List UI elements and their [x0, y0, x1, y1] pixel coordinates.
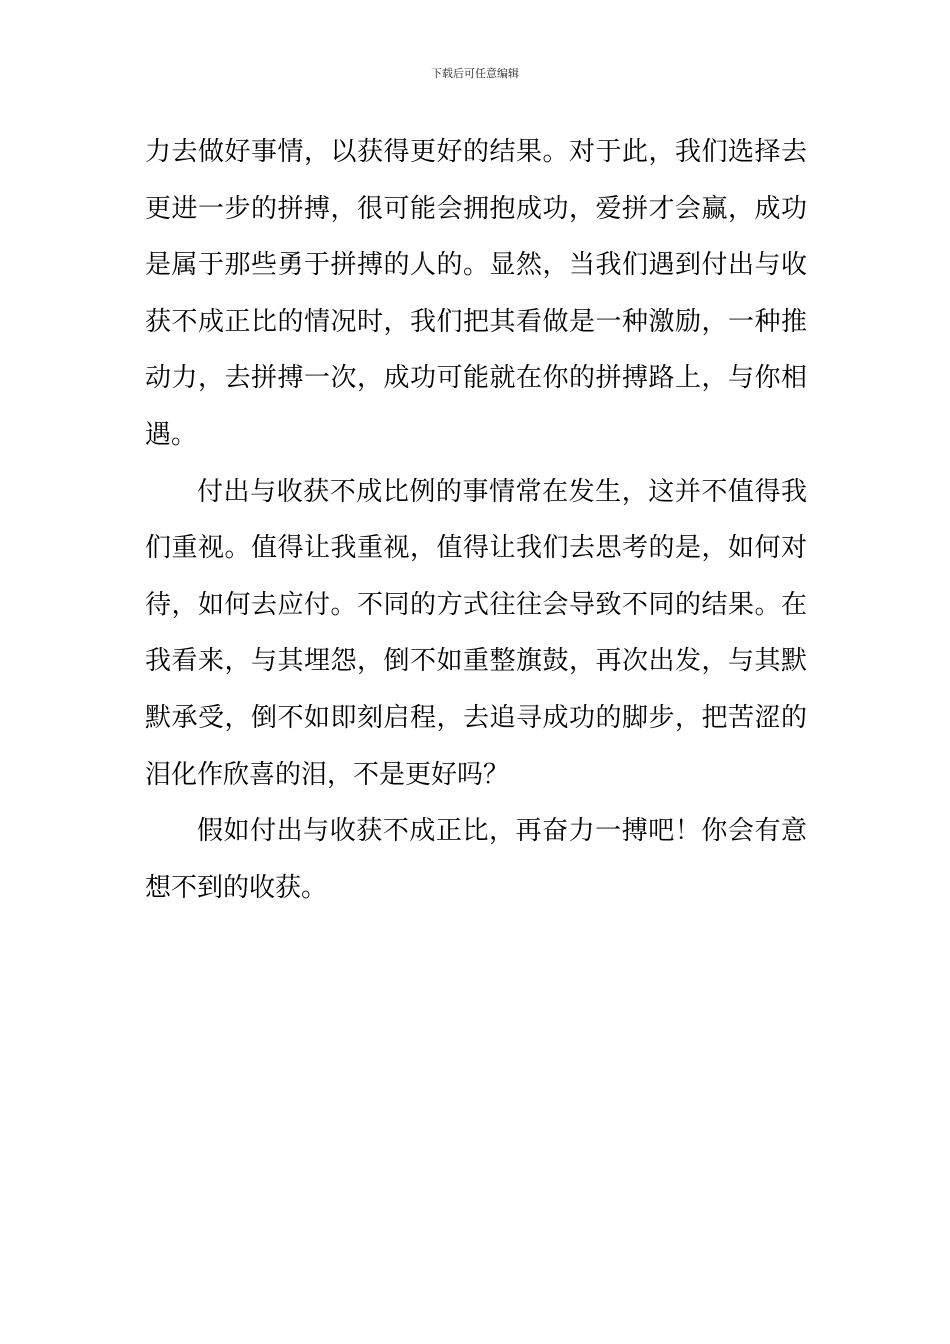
- document-body: [145, 124, 807, 916]
- page-header: 下载后可任意编辑: [431, 67, 519, 80]
- paragraph: 假如付出与收获不成正比，再奋力一搏吧！你会有意想不到的收获。: [145, 816, 807, 903]
- paragraph-continued: 力去做好事情，以获得更好的结果。对于此，我们选择去更进一步的拼搏，很可能会拥抱成功，爱拼才会赢，成功是属于那些勇于拼搏的人的。显然，当我们遇到付出与收获不成正比的情况时，我们把其看做是一种激励，一种推动力，去拼搏一次，成功可能就在你的拼搏路上，与你相遇。: [145, 137, 807, 450]
- paragraph: 付出与收获不成比例的事情常在发生，这并不值得我们重视。值得让我重视，值得让我们去思考的是，如何对待，如何去应付。不同的方式往往会导致不同的结果。在我看来，与其埋怨，倒不如重整旗鼓，再次出发，与其默默承受，倒不如即刻启程，去追寻成功的脚步，把苦涩的泪化作欣喜的泪，不是更好吗？: [145, 476, 807, 790]
